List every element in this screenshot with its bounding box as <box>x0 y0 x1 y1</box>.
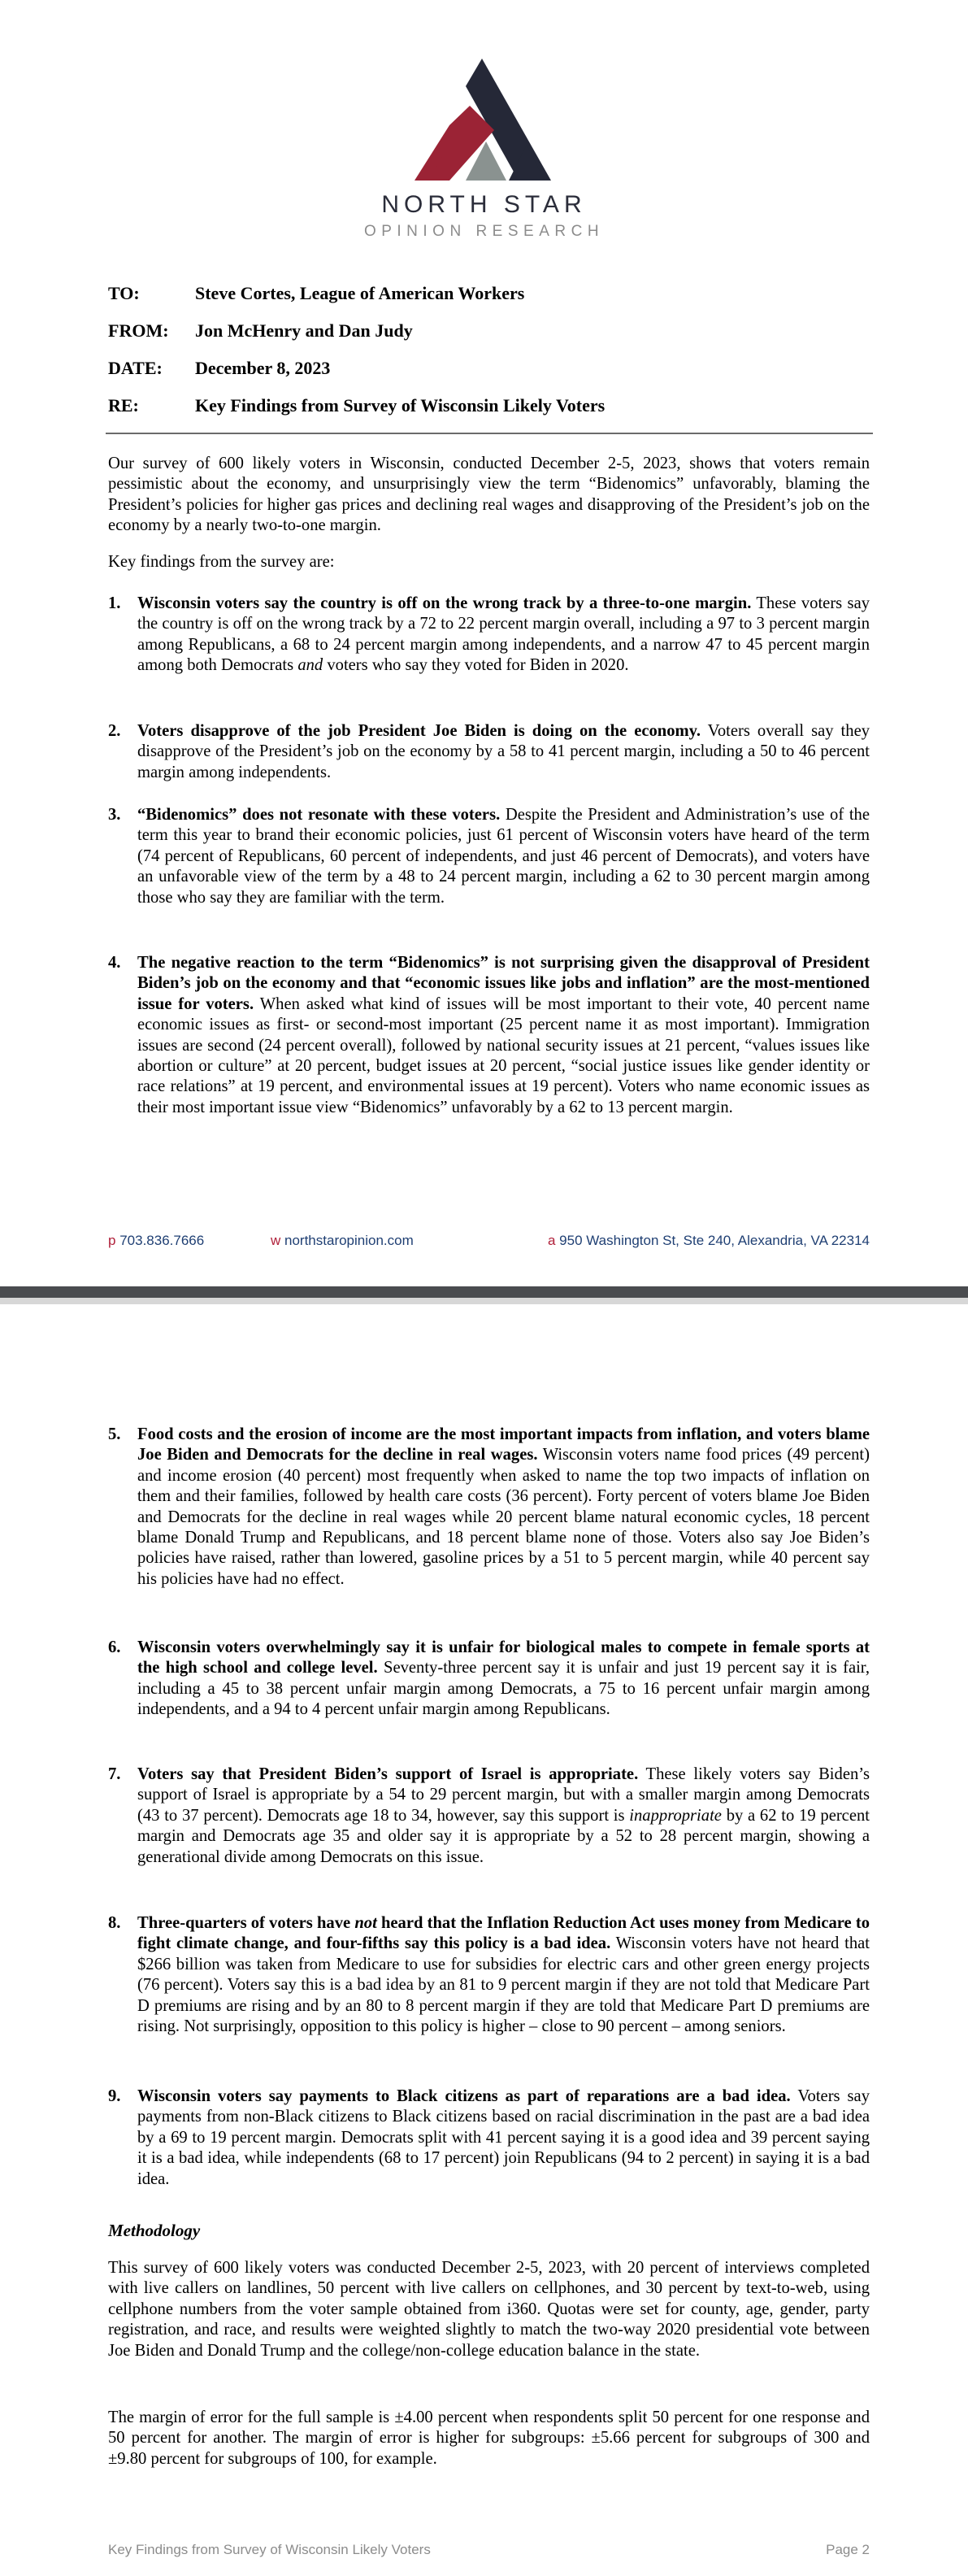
finding-heading: Wisconsin voters say payments to Black citizens as part of reparations are a bad idea. <box>137 2087 791 2105</box>
page-1 <box>0 0 968 1286</box>
finding-heading: Voters say that President Biden’s support of Israel is appropriate. <box>137 1765 639 1783</box>
finding-number: 2. <box>108 722 121 740</box>
finding-body: by a 62 to 19 percent margin and Democrats age 35 and older say it is appropriate by a 52 to 28 percent margin, showing a generational divide among Democrats on this issue. <box>137 1806 870 1866</box>
memo-date-value: December 8, 2023 <box>195 358 331 378</box>
finding-heading: “Bidenomics” does not resonate with these voters. <box>137 806 501 824</box>
finding-text <box>137 2086 870 2190</box>
finding-body: When asked what kind of issues will be most important to their vote, 40 percent name economic issues as first- or second-most important (25 percent name it as most important). Immigration issues are second (24 percent overall), followed by national security issues at 21 percent, “values issues like abortion or culture” at 20 percent, budget issues at 20 percent, “social justice issues like gender identity or race relations” at 19 percent, and environmental issues at 19 percent). Voters who name economic issues as their most important issue view “Bidenomics” unfavorably by a 62 to 13 percent margin. <box>137 994 870 1116</box>
finding-body: Seventy-three percent say it is unfair and just 19 percent say it is fair, including a 45 to 38 percent unfair margin among Democrats, a 75 to 16 percent unfair margin among independents, and a 94 to 4 percent unfair margin among Republicans. <box>137 1659 870 1719</box>
finding-number: 5. <box>108 1425 121 1443</box>
memo-date-row <box>108 358 872 395</box>
finding-3 <box>108 805 870 908</box>
finding-body: These voters say the country is off on the wrong track by a 72 to 22 percent margin overall, including a 97 to 3 percent margin among Republicans, a 68 to 24 percent margin among independents, and a narrow 47 to 45 percent margin among both Democrats <box>137 594 870 675</box>
finding-2 <box>108 721 870 783</box>
key-findings-label: Key findings from the survey are: <box>108 553 335 571</box>
finding-heading-emphasis: not <box>354 1914 377 1932</box>
finding-body: Wisconsin voters name food prices (49 percent) and income erosion (40 percent) most frequently when asked to name the top two impacts of inflation on them and their families, followed by health care costs (36 percent). Forty percent of voters blame Joe Biden and Democrats for the decline in real wages while 20 percent blame natural economic cycles, 18 percent blame Donald Trump and Republicans, and 18 percent blame none of those. Voters also say Joe Biden’s policies have raised, rather than lowered, gasoline prices by a 51 to 5 percent margin, while 40 percent say his policies have had no effect. <box>137 1446 870 1588</box>
header-rule <box>106 433 873 434</box>
finding-body: Voters overall say they disapprove of the President’s job on the economy by a 58 to 41 percent margin, including a 50 to 46 percent margin among independents. <box>137 722 870 781</box>
memo-to-label: TO: <box>108 283 140 303</box>
finding-number: 3. <box>108 806 121 824</box>
footer-addr-prefix: a <box>547 1233 556 1248</box>
memo-from-label: FROM: <box>108 320 169 341</box>
footer-web-url[interactable]: northstaropinion.com <box>284 1233 414 1248</box>
finding-heading-part: Three-quarters of voters have <box>137 1914 355 1932</box>
finding-heading: Voters disapprove of the job President Joe Biden is doing on the economy. <box>137 722 701 740</box>
finding-4 <box>108 953 870 1118</box>
finding-text <box>137 721 870 783</box>
finding-heading-part: heard that the Inflation Reduction Act uses money from Medicare to fight climate change, and four-fifths say this policy is a bad idea. <box>137 1914 870 1953</box>
finding-text <box>137 953 870 1118</box>
finding-number: 4. <box>108 954 121 972</box>
finding-number: 6. <box>108 1638 121 1656</box>
footer-phone <box>108 1233 204 1249</box>
finding-number: 9. <box>108 2087 121 2105</box>
finding-5 <box>108 1425 870 1590</box>
methodology-paragraph-2: The margin of error for the full sample is ±4.00 percent when respondents split 50 percent for one response and 50 percent for another. The margin of error is higher for subgroups: ±5.66 percent for subgroups of 300 and ±9.80 percent for subgroups of 100, for example. <box>108 2408 870 2468</box>
methodology-paragraph-1: This survey of 600 likely voters was conducted December 2-5, 2023, with 20 percent of interviews completed with live callers on landlines, 50 percent with live callers on cellphones, and 30 percent by text-to-web, using cellphone numbers from the voter sample obtained from i360. Quotas were set for county, age, gender, party registration, and race, and results were weighted slightly to match the two-way 2020 presidential vote between Joe Biden and Donald Trump and the college/non-college education balance in the state. <box>108 2259 870 2360</box>
finding-body: Despite the President and Administration’s use of the term this year to brand their economic policies, just 61 percent of Wisconsin voters have heard of the term (74 percent of Republicans, 60 percent of independents, and just 46 percent of Democrats), and voters have an unfavorable view of the term by a 48 to 24 percent margin, including a 62 to 30 percent margin among those who say they are familiar with the term. <box>137 806 870 907</box>
finding-heading: Wisconsin voters overwhelmingly say it is unfair for biological males to compete in female sports at the high school and college level. <box>137 1638 870 1677</box>
memo-from-row <box>108 320 872 358</box>
footer-address-text: 950 Washington St, Ste 240, Alexandria, VA 22314 <box>559 1233 870 1248</box>
memo-date-label: DATE: <box>108 358 163 378</box>
logo-name: NORTH STAR <box>381 191 587 218</box>
memo-re-label: RE: <box>108 395 139 416</box>
finding-6 <box>108 1638 870 1721</box>
finding-body: Wisconsin voters have not heard that $266 billion was taken from Medicare to use for subsidies for electric cars and other green energy projects (76 percent). Voters say this is a bad idea by an 81 to 9 percent margin if they are not told that Medicare Part D premiums are rising and by an 80 to 8 percent margin if they are told that Medicare Part D premiums are rising. Not surprisingly, opposition to this policy is higher – close to 90 percent – among seniors. <box>137 1934 870 2036</box>
finding-heading: The negative reaction to the term “Bidenomics” is not surprising given the disapproval of President Biden’s job on the economy and that “economic issues like jobs and inflation” are the most-mentioned issue for voters. <box>137 954 870 1013</box>
footer-page-number: Page 2 <box>826 2542 870 2557</box>
footer-phone-number: 703.836.7666 <box>119 1233 205 1248</box>
finding-text <box>137 1913 870 2037</box>
finding-7 <box>108 1764 870 1868</box>
memo-header <box>108 283 872 433</box>
finding-text <box>137 1425 870 1590</box>
footer-phone-prefix: p <box>108 1233 116 1248</box>
page-separator-bar <box>0 1286 968 1298</box>
finding-number: 1. <box>108 594 121 612</box>
page-2-footer <box>108 2542 870 2558</box>
finding-heading: Food costs and the erosion of income are the most important impacts from inflation, and voters blame Joe Biden and Democrats for the decline in real wages. <box>137 1425 870 1464</box>
memo-re-row <box>108 395 872 433</box>
finding-9 <box>108 2086 870 2190</box>
footer-address <box>548 1233 870 1249</box>
footer-web-prefix: w <box>271 1233 281 1248</box>
finding-body: These likely voters say Biden’s support of Israel is appropriate by a 54 to 29 percent margin, but with a smaller margin among Democrats (43 to 37 percent). Democrats age 18 to 34, however, say this support is <box>137 1765 870 1825</box>
finding-heading: Wisconsin voters say the country is off on the wrong track by a three-to-one margin. <box>137 594 752 612</box>
footer-document-title: Key Findings from Survey of Wisconsin Likely Voters <box>108 2542 431 2557</box>
intro-text: Our survey of 600 likely voters in Wisconsin, conducted December 2-5, 2023, shows that voters remain pessimistic about the economy, and unsurprisingly view the term “Bidenomics” unfavorably, blaming the President’s policies for higher gas prices and declining real wages and disapproving of the President’s job on the economy by a nearly two-to-one margin. <box>108 455 870 535</box>
memo-to-row <box>108 283 872 320</box>
memo-from-value: Jon McHenry and Dan Judy <box>195 320 413 341</box>
finding-text <box>137 594 870 677</box>
north-star-logo <box>0 49 968 252</box>
finding-text <box>137 1638 870 1721</box>
intro-paragraph <box>108 454 870 537</box>
finding-text <box>137 805 870 908</box>
page-1-footer <box>108 1233 870 1252</box>
finding-body: Voters say payments from non-Black citizens to Black citizens based on racial discrimination in the past are a bad idea by a 69 to 19 percent margin. Democrats split with 41 percent saying it is a good idea and 39 percent saying it is a bad idea, while independents (68 to 17 percent) join Republicans (94 to 2 percent) in saying it is a bad idea. <box>137 2087 870 2188</box>
methodology-title: Methodology <box>108 2221 201 2240</box>
finding-body-emphasis: inappropriate <box>629 1806 722 1825</box>
page-separator <box>0 1286 968 1304</box>
finding-1 <box>108 594 870 677</box>
finding-text <box>137 1764 870 1868</box>
memo-to-value: Steve Cortes, League of American Workers <box>195 283 525 303</box>
footer-website <box>271 1233 414 1249</box>
finding-body-emphasis: and <box>297 656 323 675</box>
logo-subtitle: OPINION RESEARCH <box>363 223 605 240</box>
finding-number: 7. <box>108 1765 121 1783</box>
north-star-logo-mark <box>405 57 567 187</box>
finding-body: voters who say they voted for Biden in 2020. <box>323 656 629 675</box>
finding-8 <box>108 1913 870 2037</box>
finding-number: 8. <box>108 1914 121 1932</box>
memo-re-value: Key Findings from Survey of Wisconsin Likely Voters <box>195 395 606 416</box>
